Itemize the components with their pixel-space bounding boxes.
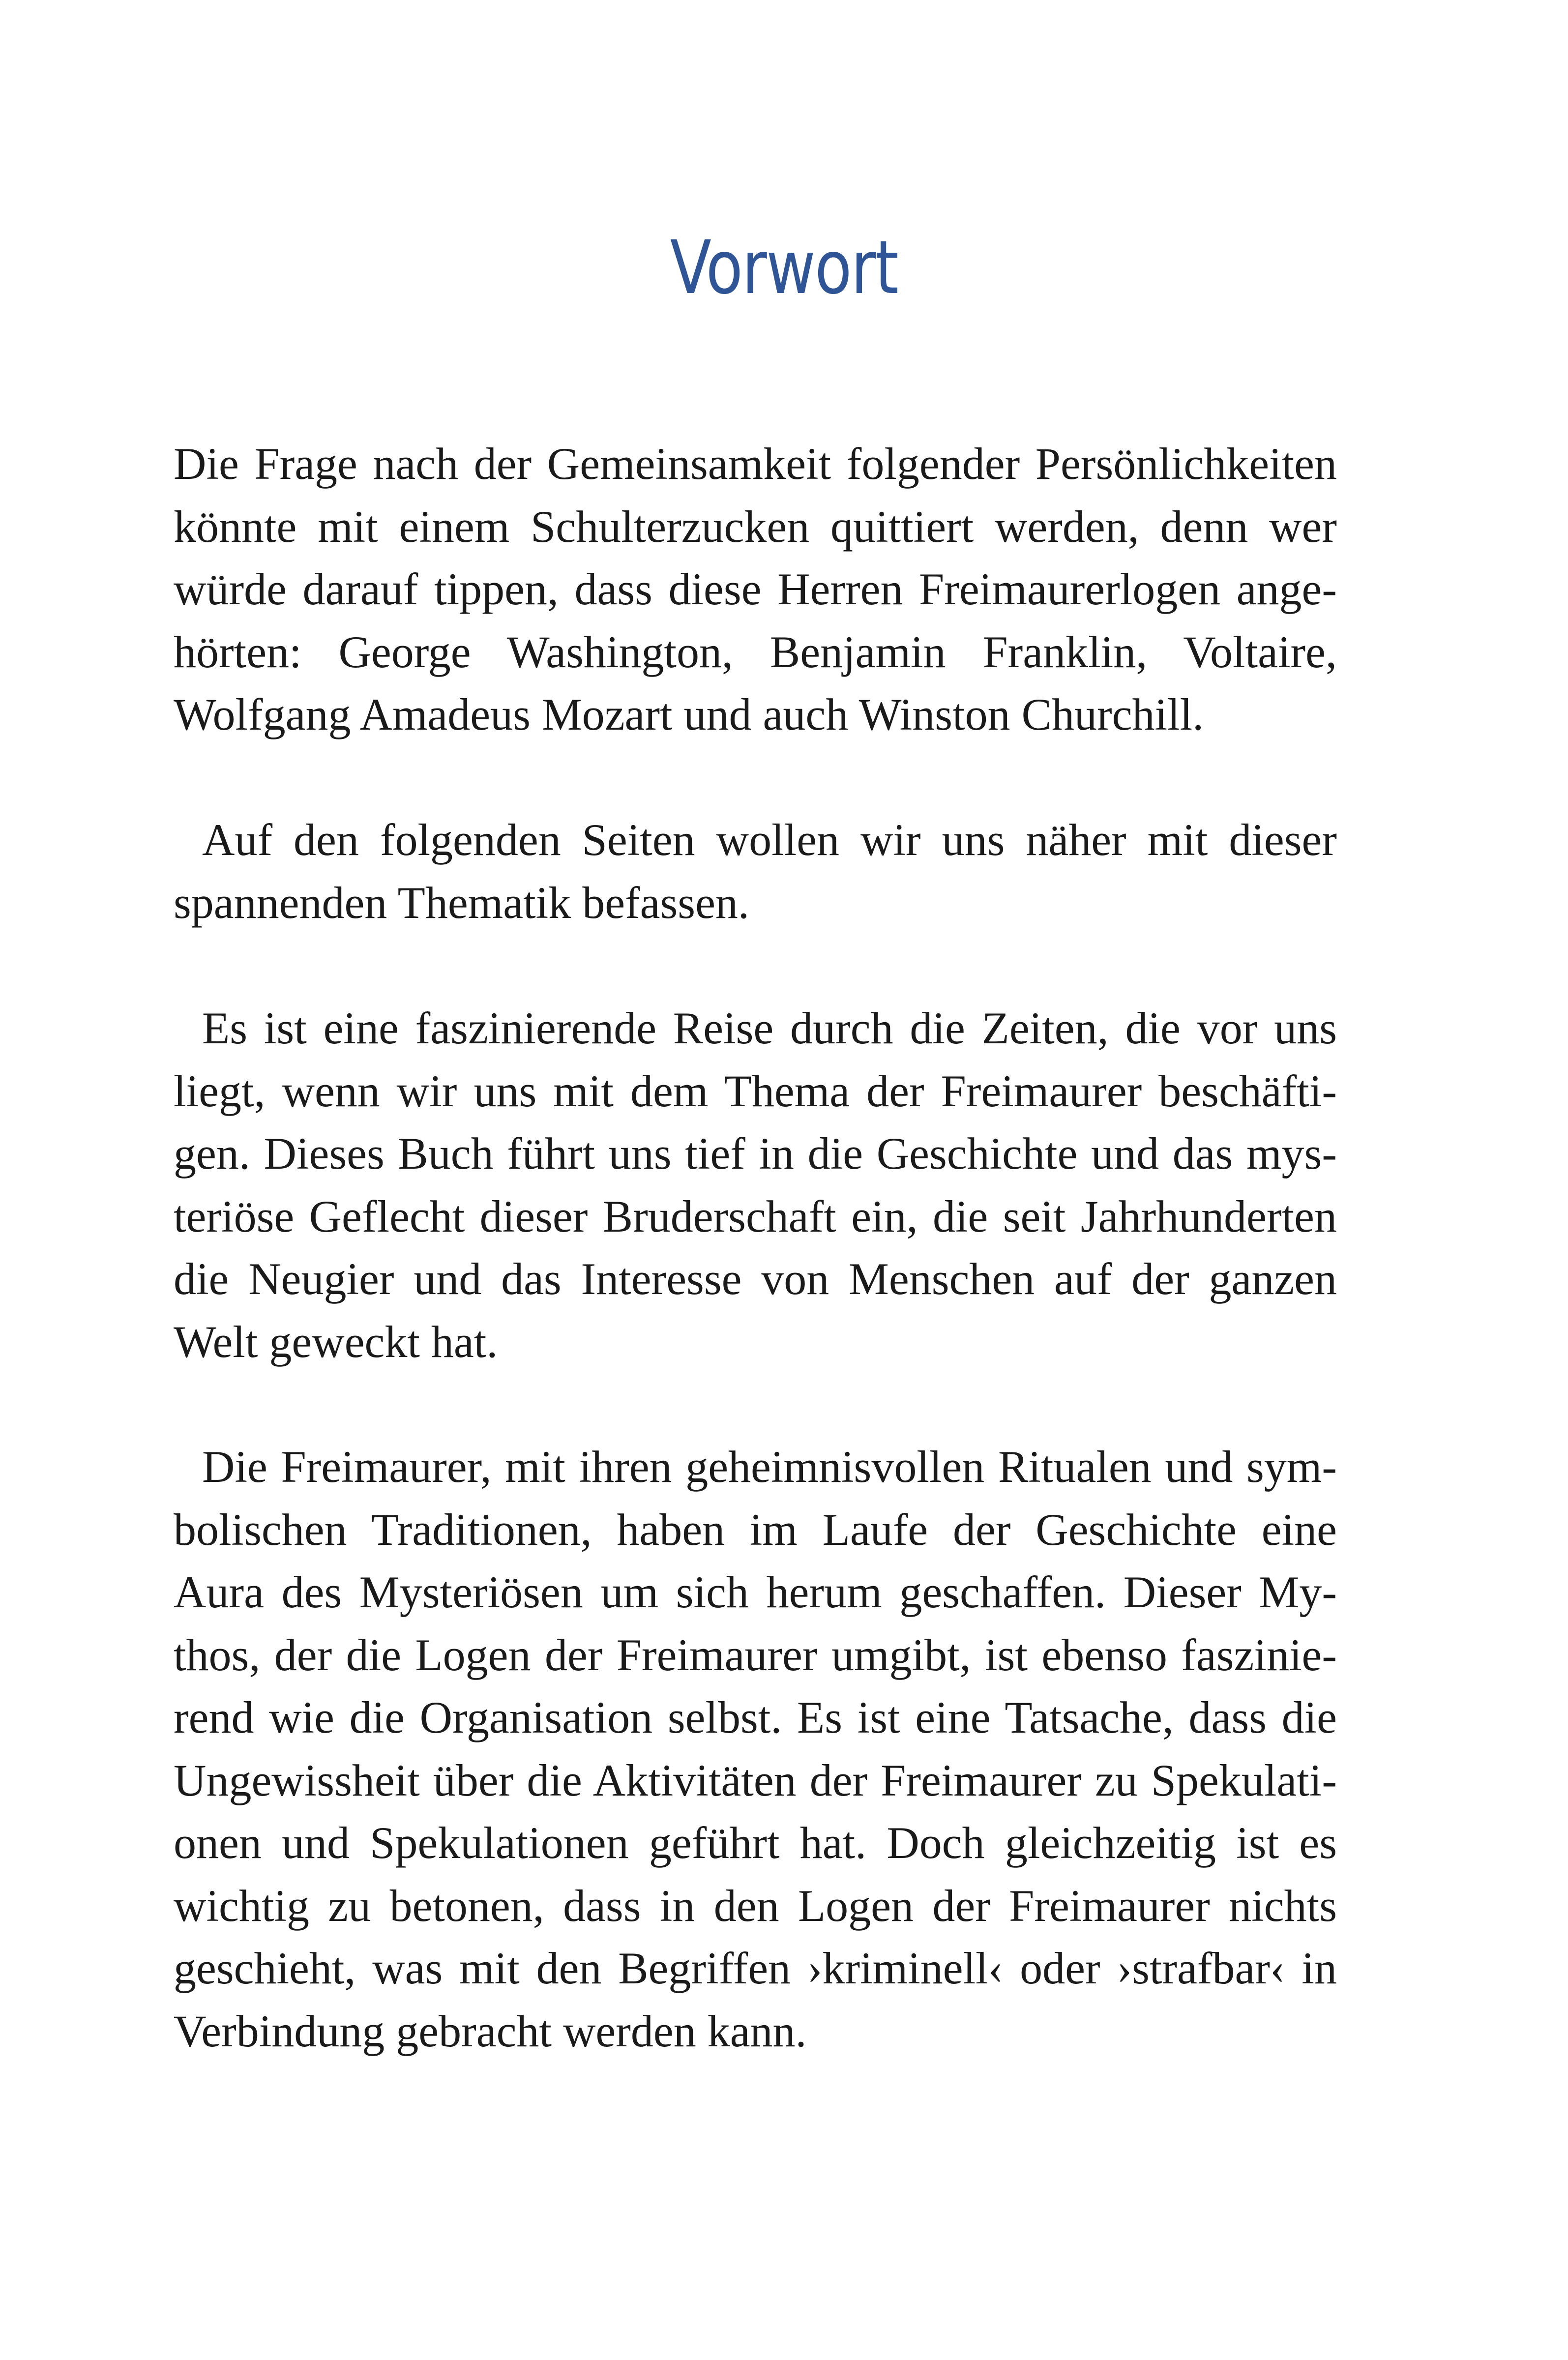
text-line: gen. Dieses Buch führt uns tief in die Geschichte und das mys- xyxy=(174,1128,1337,1179)
paragraph-3 xyxy=(174,997,1337,1373)
text-line: geschieht, was mit den Begriffen ›kriminell‹ oder ›strafbar‹ in xyxy=(174,1943,1337,1993)
text-line: die Neugier und das Interesse von Menschen auf der ganzen xyxy=(174,1254,1337,1304)
text-line: onen und Spekulationen geführt hat. Doch gleichzeitig ist es xyxy=(174,1818,1337,1868)
text-line: Ungewissheit über die Aktivitäten der Freimaurer zu Spekulati- xyxy=(174,1755,1337,1805)
paragraph-4 xyxy=(174,1436,1337,2063)
text-line: thos, der die Logen der Freimaurer umgibt, ist ebenso faszinie- xyxy=(174,1629,1337,1680)
text-line: spannenden Thematik befassen. xyxy=(174,877,749,928)
text-line: Aura des Mysteriösen um sich herum geschaffen. Dieser My- xyxy=(174,1567,1337,1617)
text-line: liegt, wenn wir uns mit dem Thema der Freimaurer beschäfti- xyxy=(174,1065,1337,1116)
text-line: Die Freimaurer, mit ihren geheimnisvollen Ritualen und sym- xyxy=(202,1442,1337,1492)
text-line: könnte mit einem Schulterzucken quittiert werden, denn wer xyxy=(174,501,1337,552)
text-line: Die Frage nach der Gemeinsamkeit folgender Persönlichkeiten xyxy=(174,439,1337,489)
text-line: rend wie die Organisation selbst. Es ist eine Tatsache, dass die xyxy=(174,1692,1337,1742)
text-line: Auf den folgenden Seiten wollen wir uns näher mit dieser xyxy=(202,815,1337,865)
text-line: Es ist eine faszinierende Reise durch die Zeiten, die vor uns xyxy=(202,1003,1337,1053)
text-line: hörten: George Washington, Benjamin Franklin, Voltaire, xyxy=(174,626,1337,677)
text-line: bolischen Traditionen, haben im Laufe der Geschichte eine xyxy=(174,1504,1337,1555)
text-line: Verbindung gebracht werden kann. xyxy=(174,2006,807,2056)
paragraph-2 xyxy=(174,809,1337,934)
text-line: wichtig zu betonen, dass in den Logen der Freimaurer nichts xyxy=(174,1880,1337,1931)
paragraph-1 xyxy=(174,433,1337,746)
text-line: teriöse Geflecht dieser Bruderschaft ein, die seit Jahrhunderten xyxy=(174,1191,1337,1241)
text-line: Wolfgang Amadeus Mozart und auch Winston Churchill. xyxy=(174,689,1204,739)
chapter-heading: Vorwort xyxy=(670,225,898,311)
text-line: Welt geweckt hat. xyxy=(174,1316,498,1367)
text-line: würde darauf tippen, dass diese Herren Freimaurerlogen ange- xyxy=(174,564,1337,614)
